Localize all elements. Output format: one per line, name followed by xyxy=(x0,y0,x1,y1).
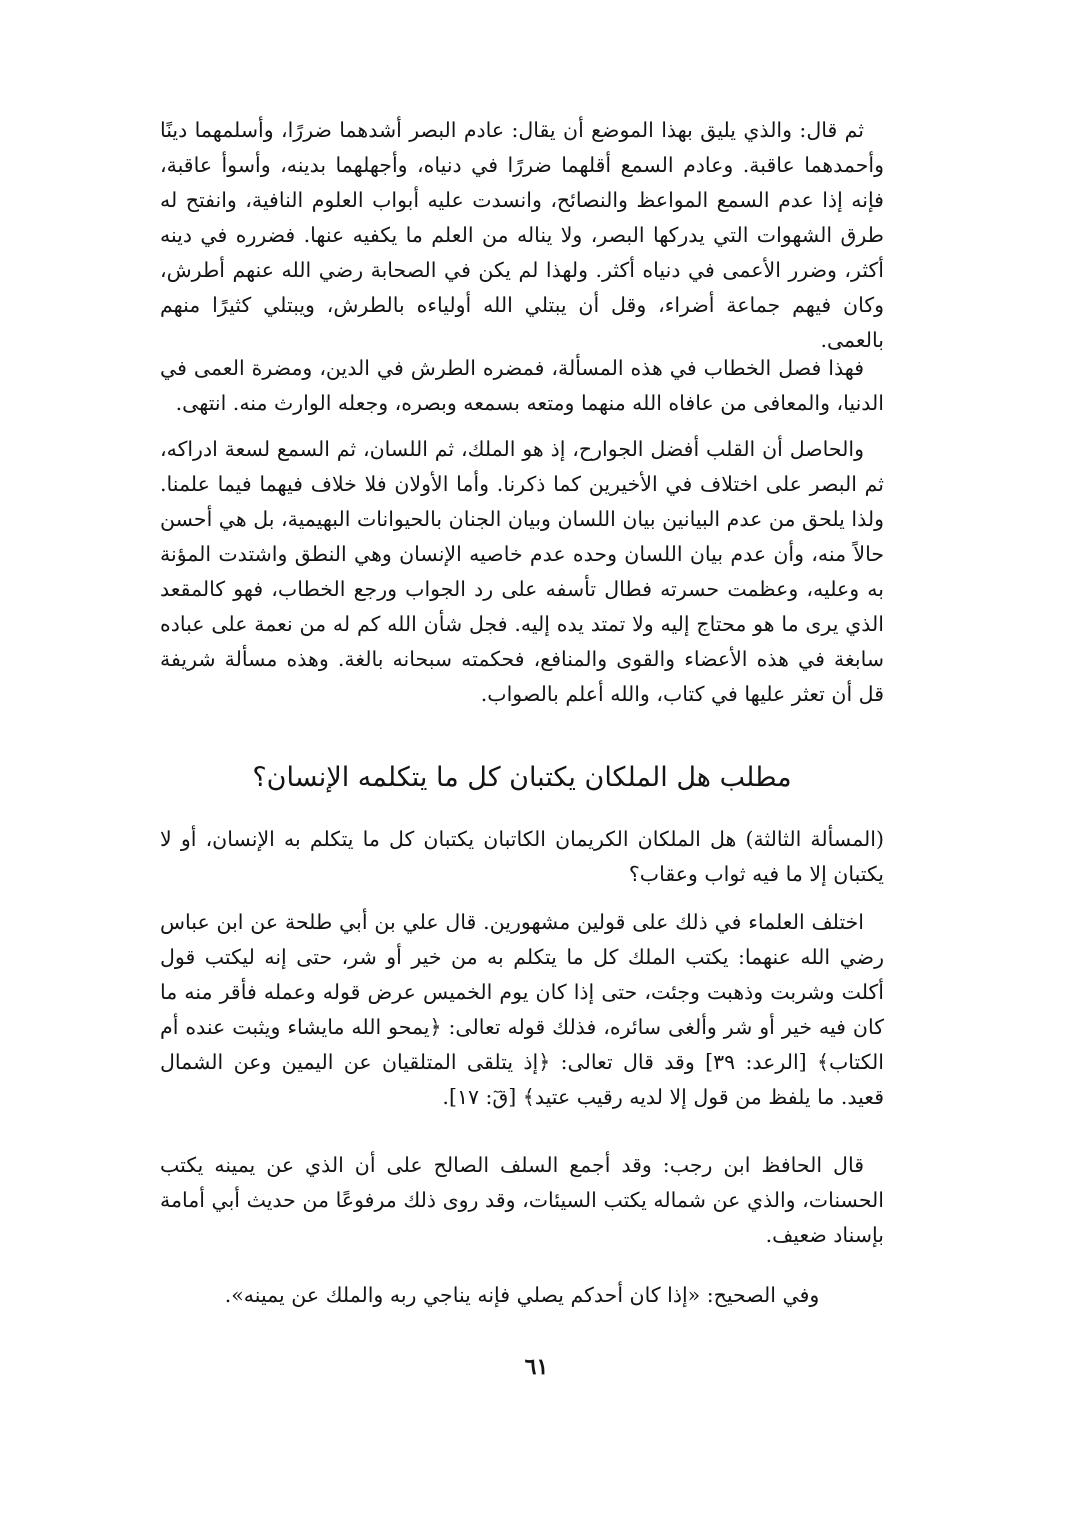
text-block-6 xyxy=(160,1148,884,1253)
text-block-3 xyxy=(160,432,884,712)
hadith-quote: وفي الصحيح: «إذا كان أحدكم يصلي فإنه يناجي ربه والملك عن يمينه». xyxy=(224,1283,820,1307)
paragraph-1: ثم قال: والذي يليق بهذا الموضع أن يقال: عادم البصر أشدهما ضررًا، وأسلمهما دينًا وأحمدهما عاقبة. وعادم السمع أقلهما ضررًا في دنياه، وأجهلهما بدينه، وأسوأ عاقبة، فإنه إذا عدم السمع المواعظ والنصائح، وانسدت عليه أبواب العلوم النافية، وانفتح له طرق الشهوات التي يدركها البصر، ولا يناله من العلم ما يكفيه عنها. فضرره في دينه أكثر، وضرر الأعمى في دنياه أكثر. ولهذا لم يكن في الصحابة رضي الله عنهم أطرش، وكان فيهم جماعة أضراء، وقل أن يبتلي الله أولياءه بالطرش، ويبتلي كثيرًا منهم بالعمى. xyxy=(160,118,884,352)
paragraph-4: (المسألة الثالثة) هل الملكان الكريمان الكاتبان يكتبان كل ما يتكلم به الإنسان، أو لا يكتبان إلا ما فيه ثواب وعقاب؟ xyxy=(160,827,884,886)
section-heading: مطلب هل الملكان يكتبان كل ما يتكلمه الإنسان؟ xyxy=(252,762,792,793)
paragraph-6: قال الحافظ ابن رجب: وقد أجمع السلف الصالح على أن الذي عن يمينه يكتب الحسنات، والذي عن شماله يكتب السيئات، وقد روى ذلك مرفوعًا من حديث أبي أمامة بإسناد ضعيف. xyxy=(160,1153,884,1247)
paragraph-3: والحاصل أن القلب أفضل الجوارح، إذ هو الملك، ثم اللسان، ثم السمع لسعة ادراكه، ثم البصر على اختلاف في الأخيرين كما ذكرنا. وأما الأولان فلا خلاف فيهما فيما علمنا. ولذا يلحق من عدم البيانين بيان اللسان وبيان الجنان بالحيوانات البهيمية، بل هي أحسن حالاً منه، وأن عدم بيان اللسان وحده عدم خاصيه الإنسان وهي النطق واشتدت المؤنة به وعليه، وعظمت حسرته فطال تأسفه على رد الجواب ورجع الخطاب، فهو كالمقعد الذي يرى ما هو محتاج إليه ولا تمتد يده إليه. فجل شأن الله كم له من نعمة على عباده سابغة في هذه الأعضاء والقوى والمنافع، فحكمته سبحانه بالغة. وهذه مسألة شريفة قل أن تعثر عليها في كتاب، والله أعلم بالصواب. xyxy=(160,437,884,706)
text-block-2 xyxy=(160,351,884,421)
text-block-top xyxy=(160,113,884,358)
paragraph-2: فهذا فصل الخطاب في هذه المسألة، فمضره الطرش في الدين، ومضرة العمى في الدنيا، والمعافى من عافاه الله منهما ومتعه بسمعه وبصره، وجعله الوارث منه. انتهى. xyxy=(160,356,884,415)
paragraph-5: اختلف العلماء في ذلك على قولين مشهورين. قال علي بن أبي طلحة عن ابن عباس رضي الله عنهما: يكتب الملك كل ما يتكلم به من خير أو شر، حتى إنه ليكتب قول أكلت وشربت وذهبت وجئت، حتى إذا كان يوم الخميس عرض قوله وعمله فأقر منه ما كان فيه خير أو شر وألغى سائره، فذلك قوله تعالى: ﴿يمحو الله مايشاء ويثبت عنده أم الكتاب﴾ [الرعد: ٣٩] وقد قال تعالى: ﴿إذ يتلقى المتلقيان عن اليمين وعن الشمال قعيد. ما يلفظ من قول إلا لديه رقيب عتيد﴾ [قٓ: ١٧]. xyxy=(160,910,884,1109)
text-block-5 xyxy=(160,905,884,1115)
page-number: ٦١ xyxy=(524,1354,549,1380)
text-block-4 xyxy=(160,822,884,892)
